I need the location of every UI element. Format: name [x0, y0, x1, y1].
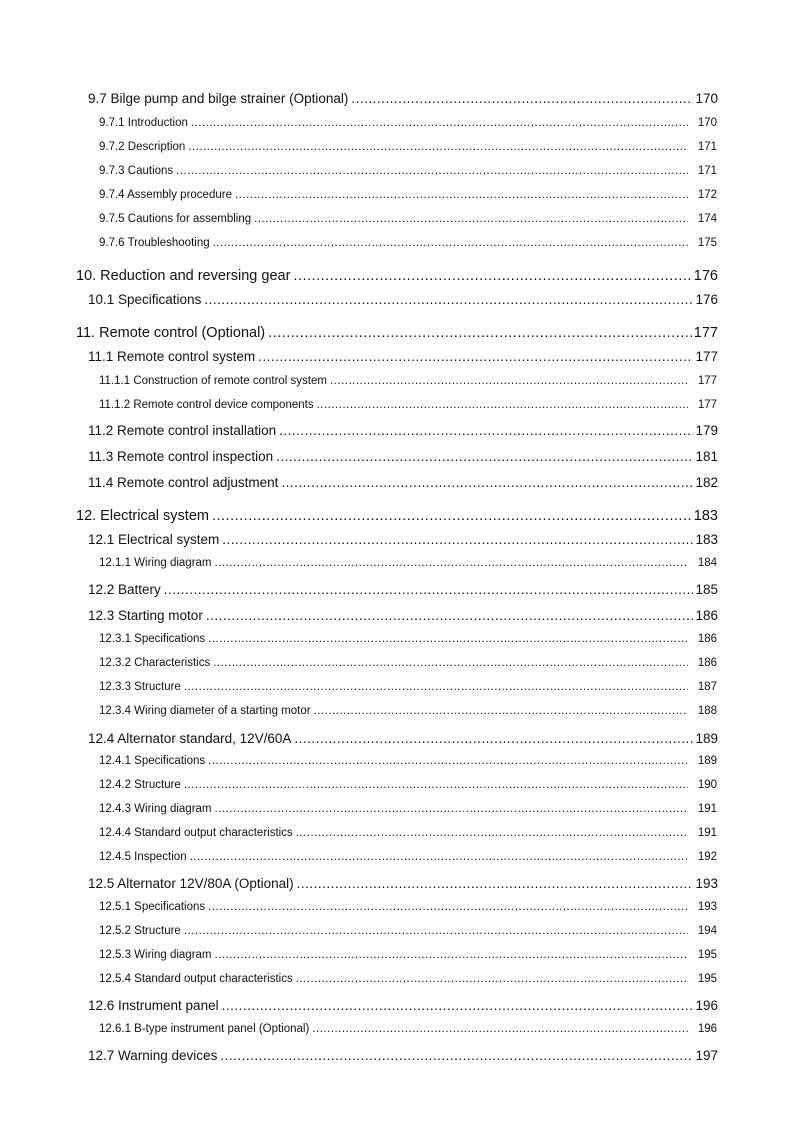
toc-entry-page-number: 197: [695, 1048, 718, 1063]
toc-entry[interactable]: [88, 731, 718, 746]
toc-entry-title: 11.2 Remote control installation: [88, 423, 277, 438]
dot-leader: [222, 532, 693, 547]
toc-entry-title: 12.4.3 Wiring diagram: [99, 803, 212, 815]
toc-entry-title: 9.7.1 Introduction: [99, 117, 188, 129]
toc-entry-title: 12.4.4 Standard output characteristics: [99, 827, 293, 839]
toc-entry-title: 12.3 Starting motor: [88, 608, 203, 623]
toc-entry-page-number: 170: [697, 117, 717, 129]
dot-leader: [293, 268, 691, 284]
toc-entry[interactable]: [99, 681, 717, 693]
toc-entry-title: 11.1.1 Construction of remote control system: [99, 375, 327, 387]
toc-entry-page-number: 171: [697, 141, 717, 153]
toc-entry-page-number: 194: [697, 925, 717, 937]
toc-entry-title: 12.3.2 Characteristics: [99, 657, 211, 669]
toc-entry-page-number: 181: [695, 449, 718, 464]
toc-entry-page-number: 195: [697, 973, 717, 985]
toc-entry-page-number: 186: [697, 657, 717, 669]
dot-leader: [215, 949, 688, 961]
toc-entry-page-number: 177: [695, 349, 718, 364]
toc-entry-page-number: 174: [697, 213, 717, 225]
toc-entry-title: 12.7 Warning devices: [88, 1048, 218, 1063]
toc-entry-page-number: 189: [697, 755, 717, 767]
toc-entry-title: 9.7.6 Troubleshooting: [99, 237, 210, 249]
dot-leader: [312, 1023, 688, 1035]
toc-entry[interactable]: [99, 117, 717, 129]
toc-entry-title: 12.1.1 Wiring diagram: [99, 557, 212, 569]
dot-leader: [190, 851, 688, 863]
toc-entry[interactable]: [99, 189, 717, 201]
dot-leader: [254, 213, 688, 225]
dot-leader: [268, 325, 692, 341]
toc-entry-page-number: 193: [695, 876, 718, 891]
toc-entry[interactable]: [88, 876, 718, 891]
dot-leader: [317, 399, 688, 411]
toc-entry-title: 12.1 Electrical system: [88, 532, 220, 547]
dot-leader: [164, 582, 694, 597]
dot-leader: [351, 91, 693, 106]
toc-entry[interactable]: [76, 508, 718, 524]
dot-leader: [296, 827, 688, 839]
dot-leader: [184, 681, 688, 693]
dot-leader: [215, 557, 688, 569]
dot-leader: [314, 705, 688, 717]
dot-leader: [191, 117, 688, 129]
dot-leader: [208, 755, 688, 767]
toc-entry[interactable]: [99, 851, 717, 863]
toc-entry-page-number: 193: [697, 901, 717, 913]
toc-entry-page-number: 176: [693, 268, 718, 284]
toc-entry[interactable]: [99, 213, 717, 225]
toc-entry-page-number: 175: [697, 237, 717, 249]
toc-entry[interactable]: [88, 349, 718, 364]
toc-entry-page-number: 183: [693, 508, 718, 524]
toc-entry-page-number: 185: [695, 582, 718, 597]
dot-leader: [208, 901, 688, 913]
toc-entry-title: 12.5.3 Wiring diagram: [99, 949, 212, 961]
toc-entry-title: 11.3 Remote control inspection: [88, 449, 274, 464]
toc-entry-title: 12.3.1 Specifications: [99, 633, 206, 645]
toc-entry[interactable]: [76, 268, 718, 284]
toc-entry[interactable]: [99, 779, 717, 791]
dot-leader: [281, 475, 693, 490]
toc-entry-page-number: 182: [695, 475, 718, 490]
toc-entry-title: 9.7.2 Description: [99, 141, 186, 153]
toc-entry-title: 11.4 Remote control adjustment: [88, 475, 279, 490]
toc-entry[interactable]: [99, 1023, 717, 1035]
toc-entry-page-number: 196: [695, 998, 718, 1013]
dot-leader: [235, 189, 688, 201]
toc-entry-title: 12.5.2 Structure: [99, 925, 181, 937]
toc-entry-page-number: 172: [697, 189, 717, 201]
toc-entry[interactable]: [88, 1048, 718, 1063]
toc-entry-page-number: 171: [697, 165, 717, 177]
toc-entry-page-number: 186: [695, 608, 718, 623]
toc-entry-title: 9.7 Bilge pump and bilge strainer (Optional): [88, 91, 349, 106]
toc-entry[interactable]: [99, 399, 717, 411]
toc-entry-page-number: 191: [697, 827, 717, 839]
toc-entry-title: 9.7.4 Assembly procedure: [99, 189, 232, 201]
dot-leader: [220, 1048, 693, 1063]
toc-entry[interactable]: [99, 827, 717, 839]
toc-entry[interactable]: [99, 141, 717, 153]
toc-entry-title: 12. Electrical system: [76, 508, 209, 524]
toc-entry-page-number: 186: [697, 633, 717, 645]
toc-entry-title: 12.4.2 Structure: [99, 779, 181, 791]
toc-entry[interactable]: [99, 803, 717, 815]
toc-entry[interactable]: [99, 973, 717, 985]
toc-entry-title: 12.4 Alternator standard, 12V/60A: [88, 731, 292, 746]
dot-leader: [176, 165, 688, 177]
dot-leader: [212, 508, 692, 524]
toc-entry[interactable]: [99, 237, 717, 249]
toc-entry[interactable]: [99, 949, 717, 961]
dot-leader: [204, 292, 693, 307]
toc-entry[interactable]: [99, 375, 717, 387]
dot-leader: [297, 876, 694, 891]
toc-entry-page-number: 190: [697, 779, 717, 791]
toc-entry-page-number: 189: [695, 731, 718, 746]
toc-entry-title: 11.1 Remote control system: [88, 349, 256, 364]
toc-entry-title: 12.2 Battery: [88, 582, 161, 597]
toc-entry[interactable]: [99, 901, 717, 913]
dot-leader: [208, 633, 688, 645]
toc-entry[interactable]: [99, 557, 717, 569]
toc-entry-title: 12.5 Alternator 12V/80A (Optional): [88, 876, 294, 891]
toc-entry[interactable]: [99, 633, 717, 645]
toc-entry-page-number: 188: [697, 705, 717, 717]
toc-entry[interactable]: [76, 325, 718, 341]
toc-entry-title: 12.5.1 Specifications: [99, 901, 206, 913]
toc-entry[interactable]: [88, 608, 718, 623]
toc-entry[interactable]: [88, 423, 718, 438]
dot-leader: [184, 779, 688, 791]
toc-entry[interactable]: [88, 998, 718, 1013]
toc-entry[interactable]: [88, 292, 718, 307]
toc-entry-page-number: 191: [697, 803, 717, 815]
toc-entry[interactable]: [99, 705, 717, 717]
dot-leader: [296, 973, 688, 985]
toc-entry-title: 10.1 Specifications: [88, 292, 202, 307]
toc-entry[interactable]: [88, 91, 718, 106]
toc-entry-page-number: 176: [695, 292, 718, 307]
toc-entry-title: 12.3.3 Structure: [99, 681, 181, 693]
dot-leader: [276, 449, 693, 464]
toc-entry-title: 12.3.4 Wiring diameter of a starting motor: [99, 705, 311, 717]
toc-entry-title: 12.6.1 B-type instrument panel (Optional): [99, 1023, 310, 1035]
toc-entry-page-number: 177: [697, 375, 717, 387]
dot-leader: [330, 375, 688, 387]
toc-entry[interactable]: [99, 925, 717, 937]
toc-entry-title: 9.7.5 Cautions for assembling: [99, 213, 252, 225]
toc-entry-page-number: 192: [697, 851, 717, 863]
dot-leader: [294, 731, 693, 746]
dot-leader: [206, 608, 694, 623]
dot-leader: [188, 141, 688, 153]
dot-leader: [213, 657, 688, 669]
dot-leader: [258, 349, 693, 364]
toc-entry-page-number: 195: [697, 949, 717, 961]
dot-leader: [215, 803, 688, 815]
toc-entry-page-number: 184: [697, 557, 717, 569]
toc-entry-title: 11.1.2 Remote control device components: [99, 399, 314, 411]
toc-entry-title: 12.4.5 Inspection: [99, 851, 187, 863]
toc-entry-page-number: 179: [695, 423, 718, 438]
toc-entry-title: 9.7.3 Cautions: [99, 165, 174, 177]
toc-entry-title: 12.4.1 Specifications: [99, 755, 206, 767]
toc-entry-title: 11. Remote control (Optional): [76, 325, 266, 341]
toc-entry[interactable]: [88, 582, 718, 597]
toc-entry-title: 12.5.4 Standard output characteristics: [99, 973, 293, 985]
dot-leader: [279, 423, 693, 438]
toc-entry[interactable]: [99, 165, 717, 177]
toc-entry-page-number: 177: [697, 399, 717, 411]
dot-leader: [213, 237, 688, 249]
toc-entry-page-number: 177: [693, 325, 718, 341]
toc-entry-title: 10. Reduction and reversing gear: [76, 268, 291, 284]
toc-entry[interactable]: [99, 657, 717, 669]
dot-leader: [222, 998, 694, 1013]
toc-entry-page-number: 187: [697, 681, 717, 693]
dot-leader: [184, 925, 688, 937]
toc-entry[interactable]: [88, 449, 718, 464]
toc-entry-page-number: 183: [695, 532, 718, 547]
toc-entry-title: 12.6 Instrument panel: [88, 998, 219, 1013]
toc-entry-page-number: 196: [697, 1023, 717, 1035]
toc-entry[interactable]: [99, 755, 717, 767]
toc-entry[interactable]: [88, 532, 718, 547]
toc-entry[interactable]: [88, 475, 718, 490]
toc-entry-page-number: 170: [695, 91, 718, 106]
